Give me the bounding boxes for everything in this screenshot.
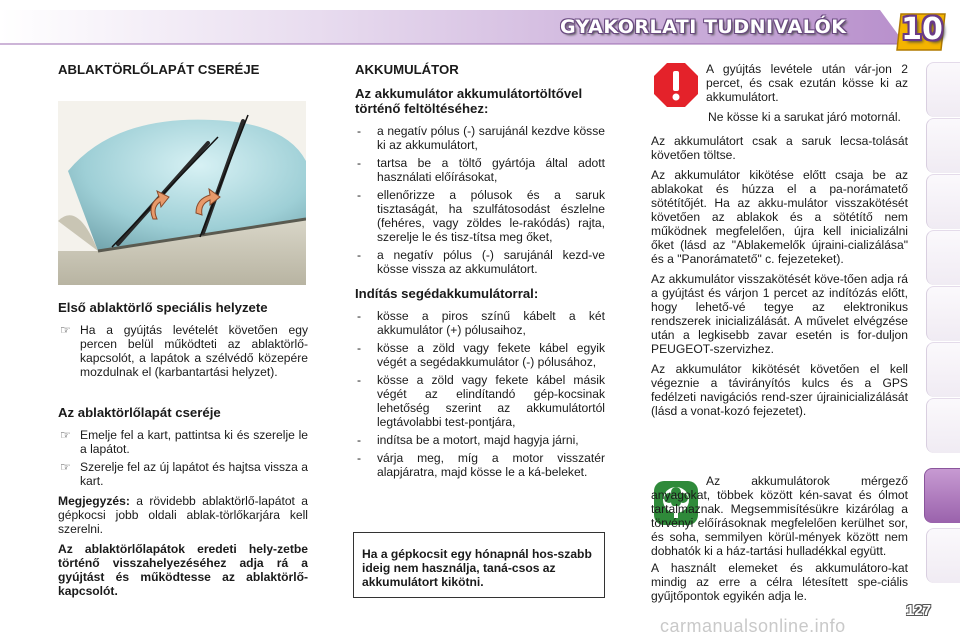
dash-icon: - — [357, 156, 362, 170]
list-item-text: kösse a zöld vagy fekete kábel egyik végét a segédakkumulátor (-) pólusához, — [377, 341, 605, 369]
list-item-text: indítsa be a motort, majd hagyja járni, — [377, 433, 579, 447]
special-position-heading: Első ablaktörlő speciális helyzete — [58, 300, 268, 315]
paragraph: Az akkumulátor visszakötését köve-tően adja rá a gyújtást és várjon 1 percet az indítózás előtt, hogy lehető-vé tegye az elektronikus rendszerek inicializálását. A művelet elvégzése után a legkisebb zavar esetén is for-duljon PEUGEOT-szervizhez. — [651, 272, 908, 356]
paragraph: Az akkumulátort csak a saruk lecsa-tolását követően töltse. — [651, 134, 908, 162]
chapter-tab[interactable] — [926, 528, 960, 583]
chapter-tab[interactable] — [926, 398, 960, 453]
chapter-tab[interactable] — [926, 230, 960, 285]
replace-heading: Az ablaktörlőlapát cseréje — [58, 405, 221, 420]
page-header — [0, 0, 960, 52]
list-item-text: várja meg, míg a motor visszatér alapjáratra, majd kösse le a ká-beleket. — [377, 451, 605, 479]
warning-line: A gyújtás levétele után vár-jon 2 percet, és csak ezután kösse ki az akkumulátort. — [706, 62, 908, 104]
list-item-text: tartsa be a töltő gyártója által adott használati előírásokat, — [377, 156, 605, 184]
middle-column — [355, 62, 605, 485]
dash-icon: - — [357, 451, 362, 465]
jump-start-list — [355, 309, 605, 479]
left-column-text — [58, 300, 308, 604]
watermark: carmanualsonline.info — [660, 616, 846, 636]
pointer-icon: ☞ — [60, 428, 71, 442]
right-column — [651, 134, 908, 424]
dash-icon: - — [357, 433, 362, 447]
list-item — [355, 433, 605, 447]
chapter-tabs — [926, 62, 960, 622]
warning-icon — [653, 62, 699, 108]
list-item — [355, 309, 605, 337]
chapter-tab[interactable] — [926, 62, 960, 117]
chapter-badge — [895, 10, 949, 52]
paragraph: Az akkumulátor kikötését követően el kell végeznie a távirányítós kulcs és a GPS fedélzeti navigációs rend-szer újrainicializálását (lásd a vonat-kozó fejezetet). — [651, 362, 908, 418]
charge-list — [355, 124, 605, 276]
eco-paragraph: A használt elemeket és akkumulátoro-kat mindig az erre a célra létesített spe-ciális gyűjtőpontok egyikén adja le. — [651, 561, 908, 603]
list-item — [355, 373, 605, 429]
jump-start-heading: Indítás segédakkumulátorral: — [355, 286, 539, 301]
special-position-list — [58, 323, 308, 379]
final-bold-paragraph: Az ablaktörlőlapátok eredeti hely-zetbe történő visszahelyezéséhez adja rá a gyújtást és működtesse az ablaktörlő-kapcsolót. — [58, 542, 308, 598]
list-item — [355, 341, 605, 369]
charge-heading: Az akkumulátor akkumulátortöltővel történő feltöltéséhez: — [355, 86, 583, 116]
list-item-text: kösse a zöld vagy fekete kábel másik végét az elindítandó gép-kocsinak lehetőség szerint az akkumulátortól legtávolabbi test-pontjára, — [377, 373, 605, 429]
dash-icon: - — [357, 188, 362, 202]
pointer-icon: ☞ — [60, 460, 71, 474]
note-label: Megjegyzés: — [58, 494, 130, 508]
chapter-tab[interactable] — [926, 286, 960, 341]
paragraph: Az akkumulátor kikötése előtt csaja be az ablakokat és húzza el a pa-norámatető sötétítőjét. Ha az akku-mulátor visszakötését követően az ablakok és a sötétítő nem működnek megfelelően, újra kell inicializálni őket (lásd az "Ablakemelők újraini-cializálása" és a "Panorámatető" c. fejezeteket). — [651, 168, 908, 266]
list-item — [58, 428, 308, 456]
chapter-tab[interactable] — [926, 342, 960, 397]
storage-note-box: Ha a gépkocsit egy hónapnál hos-szabb ideig nem használja, taná-csos az akkumulátort kikötni. — [353, 532, 605, 598]
dash-icon: - — [357, 124, 362, 138]
list-item-text: Ha a gyújtás levételét követően egy percen belül működteti az ablaktörlő-kapcsolót, a lapátok a szélvédő közepére mozdulnak el (karbantartási helyzet). — [80, 323, 308, 379]
page-title: GYAKORLATI TUDNIVALÓK — [560, 16, 847, 38]
warning-line: Ne kösse ki a sarukat járó motornál. — [708, 110, 901, 124]
list-item-text: ellenőrizze a pólusok és a saruk tisztaságát, ha szulfátosodást észlelne (fehéres, vagy zöldes le-rakódás) rajta, szerelje le és tisz-títsa meg őket, — [377, 188, 605, 244]
chapter-tab-active[interactable] — [924, 468, 960, 523]
list-item — [355, 248, 605, 276]
list-item — [58, 323, 308, 379]
chapter-tab[interactable] — [926, 118, 960, 173]
warning-text — [706, 62, 908, 130]
list-item — [355, 451, 605, 479]
battery-section-title: AKKUMULÁTOR — [355, 62, 459, 77]
wiper-section-title: ABLAKTÖRLŐLAPÁT CSERÉJE — [58, 62, 260, 77]
dash-icon: - — [357, 309, 362, 323]
pointer-icon: ☞ — [60, 323, 71, 337]
windshield-wiper-photo — [58, 101, 306, 285]
list-item-text: Emelje fel a kart, pattintsa ki és szerelje le a lapátot. — [80, 428, 308, 456]
note-paragraph — [58, 494, 308, 536]
eco-text — [651, 474, 908, 609]
list-item — [355, 188, 605, 244]
dash-icon: - — [357, 248, 362, 262]
dash-icon: - — [357, 373, 362, 387]
list-item-text: Szerelje fel az új lapátot és hajtsa vissza a kart. — [80, 460, 308, 488]
list-item-text: a negatív pólus (-) sarujánál kezd-ve kösse vissza az akkumulátort. — [377, 248, 605, 276]
dash-icon: - — [357, 341, 362, 355]
page-number: 127 — [906, 602, 932, 619]
chapter-number: 10 — [901, 12, 943, 47]
list-item — [355, 156, 605, 184]
eco-paragraph: Az akkumulátorok mérgező anyagokat, többek között kén-savat és ólmot tartalmaznak. Megsemmisítésükre kizárólag a törvényi előírásoknak megfelelően kerülhet sor, és soha, semmilyen körül-mények között nem dobhatók ki a ház-tartási hulladékkal együtt. — [651, 474, 908, 558]
note-text: a rövidebb ablaktörlő-lapátot a gépkocsi jobb oldali ablak-törlőkarjára kell szerelni. — [58, 494, 308, 536]
replace-list — [58, 428, 308, 488]
chapter-tab[interactable] — [926, 174, 960, 229]
left-column — [58, 62, 308, 86]
list-item-text: a negatív pólus (-) sarujánál kezdve kösse ki az akkumulátort, — [377, 124, 605, 152]
list-item — [355, 124, 605, 152]
windshield-illustration — [58, 101, 306, 285]
list-item — [58, 460, 308, 488]
list-item-text: kösse a piros színű kábelt a két akkumulátor (+) pólusaihoz, — [377, 309, 605, 337]
